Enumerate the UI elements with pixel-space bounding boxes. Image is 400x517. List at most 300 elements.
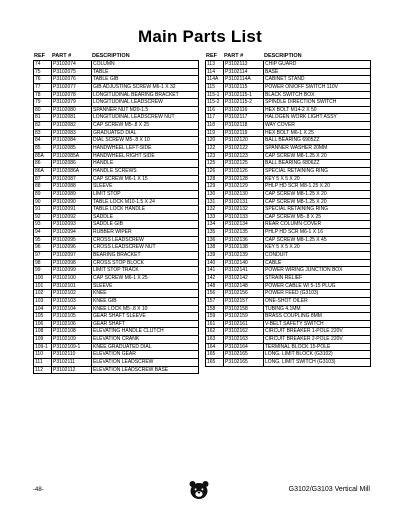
ref-cell: 141 — [206, 267, 224, 274]
description-cell: PHLP HD SCR M8-1.25 X 20 — [265, 183, 330, 190]
description-cell: RUBBER WIPER — [93, 229, 132, 236]
part-number-cell: P3102087 — [52, 176, 92, 183]
ref-cell: 118 — [206, 122, 224, 129]
parts-grid-left — [33, 60, 199, 374]
table-row — [34, 61, 198, 69]
ref-cell: 76 — [34, 76, 52, 83]
table-row — [34, 122, 198, 130]
ref-cell: 90 — [34, 199, 52, 206]
part-number-cell: P3102135 — [224, 229, 264, 236]
header-ref: REF — [34, 53, 45, 59]
part-number-cell: P3102142 — [224, 275, 264, 282]
part-number-cell: P3102094 — [52, 229, 92, 236]
part-number-cell: P3102123 — [224, 153, 264, 160]
table-row — [206, 260, 370, 268]
part-number-cell: P3102074 — [52, 61, 92, 68]
header-description: DESCRIPTION — [92, 53, 130, 59]
description-cell: ELEVATION LEADSCREW — [93, 358, 154, 365]
table-row — [206, 229, 370, 237]
part-number-cell: P3102084 — [52, 137, 92, 144]
description-cell: CAP SCREW M5-.8 X 25 — [265, 213, 322, 220]
description-cell: STRAIN RELIEF — [265, 274, 303, 281]
header-description: DESCRIPTION — [264, 53, 302, 59]
part-number-cell: P3102165 — [224, 359, 264, 366]
description-cell: TABLE LOCK M10-1.5 X 24 — [93, 198, 155, 205]
table-row — [206, 122, 370, 130]
description-cell: HEX BOLT M14-2 X 50 — [265, 106, 317, 113]
description-cell: CAP SCREW M6-1 X 25 — [93, 274, 148, 281]
table-row — [34, 183, 198, 191]
ref-cell: 165 — [206, 359, 224, 366]
description-cell: LIMIT STOP — [93, 190, 121, 197]
ref-cell: 87 — [34, 176, 52, 183]
description-cell: CROSS STOP BLOCK — [93, 259, 144, 266]
part-number-cell: P3102119 — [224, 130, 264, 137]
ref-cell: 123 — [206, 153, 224, 160]
description-cell: SPECIAL RETAINING RING — [265, 206, 329, 213]
description-cell: SPINDLE DIRECTION SWITCH — [265, 99, 337, 106]
description-cell: ELEVATION CRANK — [93, 336, 140, 343]
description-cell: GRADUATED DIAL — [93, 129, 137, 136]
table-row — [34, 321, 198, 329]
table-row — [206, 92, 370, 100]
part-number-cell: P3102083 — [52, 130, 92, 137]
ref-cell: 97 — [34, 252, 52, 259]
table-row — [206, 214, 370, 222]
ref-cell: 100 — [34, 275, 52, 282]
part-number-cell: P3102109 — [52, 336, 92, 343]
table-row — [34, 191, 198, 199]
part-number-cell: P3102163 — [224, 336, 264, 343]
description-cell: HANDLE SCREWS — [93, 167, 137, 174]
header-part: PART # — [224, 53, 244, 59]
table-row — [206, 99, 370, 107]
part-number-cell: P3102115-2 — [224, 99, 264, 106]
description-cell: SPANNER NUT M20-1.5 — [93, 106, 149, 113]
description-cell: COLUMN — [93, 61, 115, 67]
ref-cell: 114 — [206, 69, 224, 76]
ref-cell: 109-1 — [34, 344, 52, 351]
table-row — [206, 244, 370, 252]
table-row — [206, 306, 370, 314]
table-row — [34, 229, 198, 237]
part-number-cell: P3102138 — [224, 244, 264, 251]
part-number-cell: P3102089 — [52, 191, 92, 198]
ref-cell: 111 — [34, 359, 52, 366]
description-cell: TUBING 4.1MM — [265, 305, 301, 312]
description-cell: GIB ADJUSTING SCREW M6-1 X 32 — [93, 83, 176, 90]
table-row — [206, 313, 370, 321]
ref-cell: 77 — [34, 84, 52, 91]
table-row — [34, 153, 198, 161]
table-row — [34, 260, 198, 268]
ref-cell: 165 — [206, 351, 224, 358]
ref-cell: 158 — [206, 306, 224, 313]
table-row — [34, 137, 198, 145]
ref-cell: 98 — [34, 260, 52, 267]
part-number-cell: P3102093 — [52, 221, 92, 228]
ref-cell: 115-1 — [206, 92, 224, 99]
description-cell: CONDUIT — [265, 252, 288, 259]
ref-cell: 159 — [206, 313, 224, 320]
ref-cell: 122 — [206, 145, 224, 152]
ref-cell: 120 — [206, 137, 224, 144]
table-row — [206, 176, 370, 184]
description-cell: GEAR SHAFT — [93, 320, 125, 327]
table-row — [34, 244, 198, 252]
ref-cell: 92 — [34, 214, 52, 221]
ref-cell: 85A — [34, 153, 52, 160]
table-row — [206, 107, 370, 115]
part-number-cell: P3102077 — [52, 84, 92, 91]
part-number-cell: P3102101 — [52, 283, 92, 290]
part-number-cell: P3102110 — [52, 351, 92, 358]
ref-cell: 156 — [206, 290, 224, 297]
description-cell: LONGITUDINAL BEARING BRACKET — [93, 91, 179, 98]
table-row — [206, 359, 370, 367]
description-cell: GEAR SHAFT SLEEVE — [93, 313, 146, 320]
table-row — [34, 84, 198, 92]
part-number-cell: P3102100 — [52, 275, 92, 282]
ref-cell: 84 — [34, 137, 52, 144]
table-row — [206, 76, 370, 84]
description-cell: ELEVATING HANDLE CLUTCH — [93, 328, 164, 335]
ref-cell: 105 — [34, 313, 52, 320]
ref-cell: 130 — [206, 191, 224, 198]
ref-cell: 115-2 — [206, 99, 224, 106]
ref-cell: 106 — [34, 321, 52, 328]
part-number-cell: P3102095 — [52, 237, 92, 244]
table-row — [206, 69, 370, 77]
table-row — [34, 252, 198, 260]
part-number-cell: P3102080 — [52, 107, 92, 114]
table-row — [206, 267, 370, 275]
table-row — [34, 283, 198, 291]
part-number-cell: P3102156 — [224, 290, 264, 297]
description-cell: HANDWHEEL RIGHT SIDE — [93, 152, 155, 159]
ref-cell: 110 — [34, 351, 52, 358]
ref-cell: 126 — [206, 168, 224, 175]
part-number-cell: P3102120 — [224, 137, 264, 144]
ref-cell: 94 — [34, 229, 52, 236]
description-cell: LIMIT STOP TRACK — [93, 267, 139, 274]
description-cell: SLEEVE — [93, 183, 113, 190]
description-cell: CABLE — [265, 259, 282, 266]
ref-cell: 164 — [206, 344, 224, 351]
ref-cell: 128 — [206, 176, 224, 183]
header-part: PART # — [52, 53, 72, 59]
ref-cell: 85 — [34, 145, 52, 152]
part-number-cell: P3102159 — [224, 313, 264, 320]
ref-cell: 131 — [206, 199, 224, 206]
table-row — [34, 130, 198, 138]
table-row — [34, 206, 198, 214]
part-number-cell: P3102141 — [224, 267, 264, 274]
table-header — [33, 52, 199, 60]
description-cell: CIRCUIT BREAKER 2-POLE 220V — [265, 336, 343, 343]
ref-cell: 115 — [206, 84, 224, 91]
description-cell: SPECIAL RETAINING RING — [265, 167, 329, 174]
ref-cell: 116 — [206, 107, 224, 114]
description-cell: ONE-SHOT OILER — [265, 297, 308, 304]
ref-cell: 142 — [206, 275, 224, 282]
table-row — [206, 145, 370, 153]
table-row — [206, 351, 370, 359]
description-cell: HANDLE — [93, 160, 114, 167]
ref-cell: 95 — [34, 237, 52, 244]
description-cell: CAP SCREW M8-1.25 X 45 — [265, 236, 327, 243]
part-number-cell: P3102099 — [52, 267, 92, 274]
table-row — [34, 275, 198, 283]
ref-cell: 133 — [206, 214, 224, 221]
table-header — [205, 52, 371, 60]
ref-cell: 140 — [206, 260, 224, 267]
ref-cell: 74 — [34, 61, 52, 68]
part-number-cell: P3102090 — [52, 199, 92, 206]
description-cell: CHIP GUARD — [265, 61, 297, 67]
ref-cell: 114A — [206, 76, 224, 83]
part-number-cell: P3102098 — [52, 260, 92, 267]
table-row — [206, 321, 370, 329]
ref-cell: 86A — [34, 168, 52, 175]
part-number-cell: P3102115 — [224, 84, 264, 91]
ref-cell: 99 — [34, 267, 52, 274]
ref-cell: 108 — [34, 328, 52, 335]
ref-cell: 89 — [34, 191, 52, 198]
ref-cell: 112 — [34, 367, 52, 374]
part-number-cell: P3102130 — [224, 191, 264, 198]
part-number-cell: P3102088 — [52, 183, 92, 190]
description-cell: LONGITUDINAL LEADSCREW — [93, 99, 163, 106]
table-row — [34, 76, 198, 84]
description-cell: POWER WIRING JUNCTION BOX — [265, 267, 343, 274]
ref-cell: 82 — [34, 122, 52, 129]
description-cell: CIRCUIT BREAKER 1-POLE 220V — [265, 328, 343, 335]
part-number-cell: P3102113 — [224, 61, 264, 68]
table-row — [34, 344, 198, 352]
description-cell: BALL BEARING 6806ZZ — [265, 160, 320, 167]
table-row — [206, 153, 370, 161]
description-cell: HANDWHEEL LEFT-SIDE — [93, 145, 152, 152]
ref-cell: 104 — [34, 306, 52, 313]
ref-cell: 163 — [206, 336, 224, 343]
ref-cell: 88 — [34, 183, 52, 190]
part-number-cell: P3102111 — [52, 359, 92, 366]
page-number: -48- — [33, 487, 44, 493]
description-cell: CROSS LEADSCREW NUT — [93, 244, 156, 251]
table-row — [206, 130, 370, 138]
description-cell: BRASS COUPLING 8MM — [265, 313, 322, 320]
description-cell: HEX BOLT M6-1 X 25 — [265, 129, 314, 136]
part-number-cell: P3102091 — [52, 206, 92, 213]
ref-cell: 135 — [206, 229, 224, 236]
part-number-cell: P3102086A — [52, 168, 92, 175]
table-row — [206, 199, 370, 207]
description-cell: SADDLE — [93, 213, 114, 220]
table-row — [206, 275, 370, 283]
description-cell: PHLP HD SCR M6-1 X 16 — [265, 229, 323, 236]
description-cell: HALOGEN WORK LIGHT ASSY — [265, 114, 337, 121]
table-row — [34, 290, 198, 298]
ref-cell: 109 — [34, 336, 52, 343]
table-row — [34, 199, 198, 207]
ref-cell: 80 — [34, 107, 52, 114]
ref-cell: 102 — [34, 290, 52, 297]
table-row — [34, 328, 198, 336]
description-cell: TABLE LOCK HANDLE — [93, 206, 146, 213]
bear-logo-icon — [188, 480, 210, 500]
description-cell: BASE — [265, 68, 279, 75]
ref-cell: 103 — [34, 298, 52, 305]
table-row — [206, 160, 370, 168]
table-row — [34, 145, 198, 153]
description-cell: KNEE GIB — [93, 297, 117, 304]
table-row — [206, 183, 370, 191]
ref-cell: 161 — [206, 321, 224, 328]
parts-table-left — [33, 52, 199, 374]
description-cell: WAY COVER — [265, 122, 295, 129]
table-row — [34, 313, 198, 321]
description-cell: SADDLE GIB — [93, 221, 124, 228]
part-number-cell: P3102117 — [224, 114, 264, 121]
description-cell: BLACK SWITCH BOX — [265, 91, 315, 98]
part-number-cell: P3102075 — [52, 69, 92, 76]
description-cell: LONGITUDINAL LEADSCREW NUT — [93, 114, 175, 121]
part-number-cell: P3102136 — [224, 237, 264, 244]
part-number-cell: P3102082 — [52, 122, 92, 129]
description-cell: TABLE GIB — [93, 76, 119, 83]
ref-cell: 157 — [206, 298, 224, 305]
table-row — [34, 214, 198, 222]
description-cell: CAP SCREW M6-1 X 15 — [93, 175, 148, 182]
description-cell: LONG. LIMIT BLOCK (G3102) — [265, 351, 333, 358]
table-row — [206, 221, 370, 229]
part-number-cell: P3102126 — [224, 168, 264, 175]
description-cell: BALL BEARING 6905ZZ — [265, 137, 320, 144]
part-number-cell: P3102096 — [52, 244, 92, 251]
table-row — [206, 61, 370, 69]
description-cell: ELEVATION LEADSCREW BASE — [93, 366, 169, 373]
ref-cell: 101 — [34, 283, 52, 290]
part-number-cell: P3102114A — [224, 76, 264, 83]
part-number-cell: P3102132 — [224, 206, 264, 213]
part-number-cell: P3102076 — [52, 76, 92, 83]
table-row — [34, 237, 198, 245]
table-row — [206, 168, 370, 176]
description-cell: DIAL SCREW M5-.8 X 10 — [93, 137, 150, 144]
part-number-cell: P3102079 — [52, 99, 92, 106]
part-number-cell: P3102131 — [224, 199, 264, 206]
table-row — [34, 359, 198, 367]
part-number-cell: P3102165 — [224, 351, 264, 358]
part-number-cell: P3102112 — [52, 367, 92, 374]
description-cell: LONG. LIMIT SWITCH (G3103) — [265, 358, 336, 365]
table-row — [34, 99, 198, 107]
ref-cell: 117 — [206, 114, 224, 121]
table-row — [34, 168, 198, 176]
part-number-cell: P3102157 — [224, 298, 264, 305]
description-cell: KNEE — [93, 290, 107, 297]
table-row — [34, 176, 198, 184]
parts-grid-right — [205, 60, 371, 367]
table-row — [34, 221, 198, 229]
part-number-cell: P3102129 — [224, 183, 264, 190]
table-row — [34, 69, 198, 77]
part-number-cell: P3102128 — [224, 176, 264, 183]
description-cell: POWER FEED (G3103) — [265, 290, 319, 297]
description-cell: ELEVATION GEAR — [93, 351, 136, 358]
description-cell: KEY 5 X 5 X 20 — [265, 175, 300, 182]
part-number-cell: P3102106 — [52, 321, 92, 328]
part-number-cell: P3102122 — [224, 145, 264, 152]
description-cell: POWER CABLE W/ 5-15 PLUG — [265, 282, 336, 289]
ref-cell: 119 — [206, 130, 224, 137]
part-number-cell: P3102139 — [224, 252, 264, 259]
parts-table-right — [205, 52, 371, 367]
description-cell: KNEE LOCK M5-.8 X 10 — [93, 305, 148, 312]
ref-cell: 138 — [206, 244, 224, 251]
ref-cell: 96 — [34, 244, 52, 251]
table-row — [206, 283, 370, 291]
description-cell: KEY 5 X 5 X 20 — [265, 244, 300, 251]
table-row — [206, 191, 370, 199]
table-row — [34, 336, 198, 344]
part-number-cell: P3102164 — [224, 344, 264, 351]
description-cell: SLEEVE — [93, 282, 113, 289]
table-row — [206, 237, 370, 245]
footer-model: G3102/G3103 Vertical Mill — [288, 486, 370, 493]
ref-cell: 134 — [206, 221, 224, 228]
part-number-cell: P3102081 — [52, 114, 92, 121]
table-row — [206, 290, 370, 298]
ref-cell: 148 — [206, 283, 224, 290]
table-row — [34, 107, 198, 115]
page-title: Main Parts List — [138, 27, 262, 46]
description-cell: CAP SCREW M8-1.25 X 20 — [265, 190, 327, 197]
table-row — [34, 351, 198, 359]
table-row — [206, 252, 370, 260]
description-cell: CAP SCREW M8-1.25 X 20 — [265, 152, 327, 159]
table-row — [206, 206, 370, 214]
ref-cell: 162 — [206, 328, 224, 335]
description-cell: TABLE — [93, 68, 109, 75]
part-number-cell: P3102092 — [52, 214, 92, 221]
part-number-cell: P3102140 — [224, 260, 264, 267]
part-number-cell: P3102085A — [52, 153, 92, 160]
part-number-cell: P3102097 — [52, 252, 92, 259]
part-number-cell: P3102134 — [224, 221, 264, 228]
table-row — [206, 114, 370, 122]
description-cell: REAR COLUMN COVER — [265, 221, 322, 228]
description-cell: POWER ON/OFF SWITCH 110V — [265, 83, 338, 90]
table-row — [206, 328, 370, 336]
ref-cell: 83 — [34, 130, 52, 137]
ref-cell: 78 — [34, 92, 52, 99]
header-ref: REF — [206, 53, 217, 59]
table-row — [206, 298, 370, 306]
part-number-cell: P3102148 — [224, 283, 264, 290]
part-number-cell: P3102115-1 — [224, 92, 264, 99]
part-number-cell: P3102118 — [224, 122, 264, 129]
ref-cell: 79 — [34, 99, 52, 106]
table-row — [206, 336, 370, 344]
description-cell: SPANNER WASHER 20MM — [265, 145, 328, 152]
ref-cell: 129 — [206, 183, 224, 190]
part-number-cell: P3102078 — [52, 92, 92, 99]
description-cell: CROSS LEADSCREW — [93, 236, 144, 243]
part-number-cell: P3102109-1 — [52, 344, 92, 351]
ref-cell: 139 — [206, 252, 224, 259]
